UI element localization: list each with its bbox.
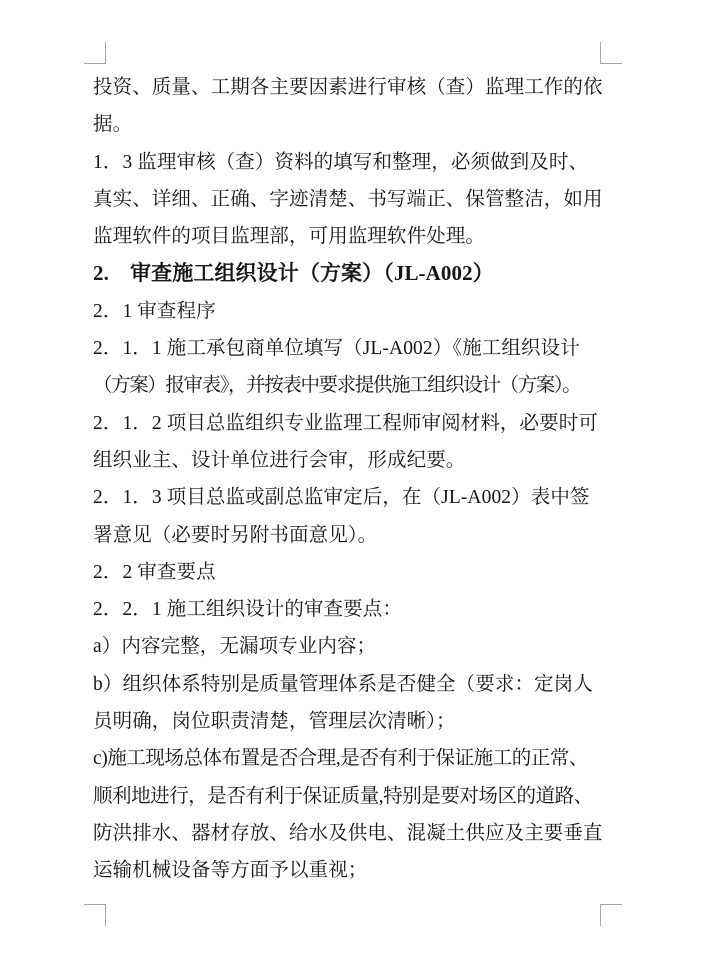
- text-line: 2．2 审查要点: [93, 561, 216, 583]
- text-line: c)施工现场总体布置是否合理,是否有利于保证施工的正常、: [93, 748, 588, 770]
- text-line: （方案）报审表》，并按表中要求提供施工组织设计（方案）。: [93, 375, 581, 397]
- text-line: 组织业主、设计单位进行会审，形成纪要。: [93, 449, 466, 471]
- text-boundary-mark-top-left: [84, 42, 106, 64]
- text-line: 2．1．2 项目总监组织专业监理工程师审阅材料，必要时可: [93, 412, 598, 434]
- text-boundary-mark-bottom-left: [84, 904, 106, 926]
- text-line: 2．2．1 施工组织设计的审查要点：: [93, 599, 402, 621]
- text-line: a）内容完整，无漏项专业内容；: [93, 636, 377, 658]
- text-line: 真实、详细、正确、字迹清楚、书写端正、保管整洁，如用: [93, 188, 603, 210]
- text-line: 顺利地进行，是否有利于保证质量,特别是要对场区的道路、: [93, 785, 593, 807]
- text-boundary-mark-top-right: [600, 42, 622, 64]
- text-line: 署意见（必要时另附书面意见）。: [93, 524, 378, 546]
- text-line: 2．1 审查程序: [93, 300, 216, 322]
- section-heading: 2. 审查施工组织设计（方案）（JL-A002）: [93, 261, 494, 286]
- text-line: 防洪排水、器材存放、给水及供电、混凝土供应及主要垂直: [93, 822, 603, 844]
- text-line: 1．3 监理审核（查）资料的填写和整理，必须做到及时、: [93, 151, 589, 173]
- text-line: 员明确，岗位职责清楚，管理层次清晰）；: [93, 711, 456, 733]
- text-boundary-mark-bottom-right: [600, 904, 622, 926]
- text-line: 2．1．1 施工承包商单位填写（JL-A002）《施工组织设计: [93, 338, 580, 360]
- text-line: b）组织体系特别是质量管理体系是否健全（要求：定岗人: [93, 673, 593, 695]
- document-text-body: [93, 69, 607, 890]
- text-line: 投资、质量、工期各主要因素进行审核（查）监理工作的依: [93, 77, 603, 98]
- text-line: 监理软件的项目监理部，可用监理软件处理。: [93, 226, 486, 248]
- text-line: 2．1．3 项目总监或副总监审定后，在（JL-A002）表中签: [93, 487, 590, 509]
- text-line: 运输机械设备等方面予以重视；: [93, 860, 368, 882]
- text-line: 据。: [93, 114, 133, 136]
